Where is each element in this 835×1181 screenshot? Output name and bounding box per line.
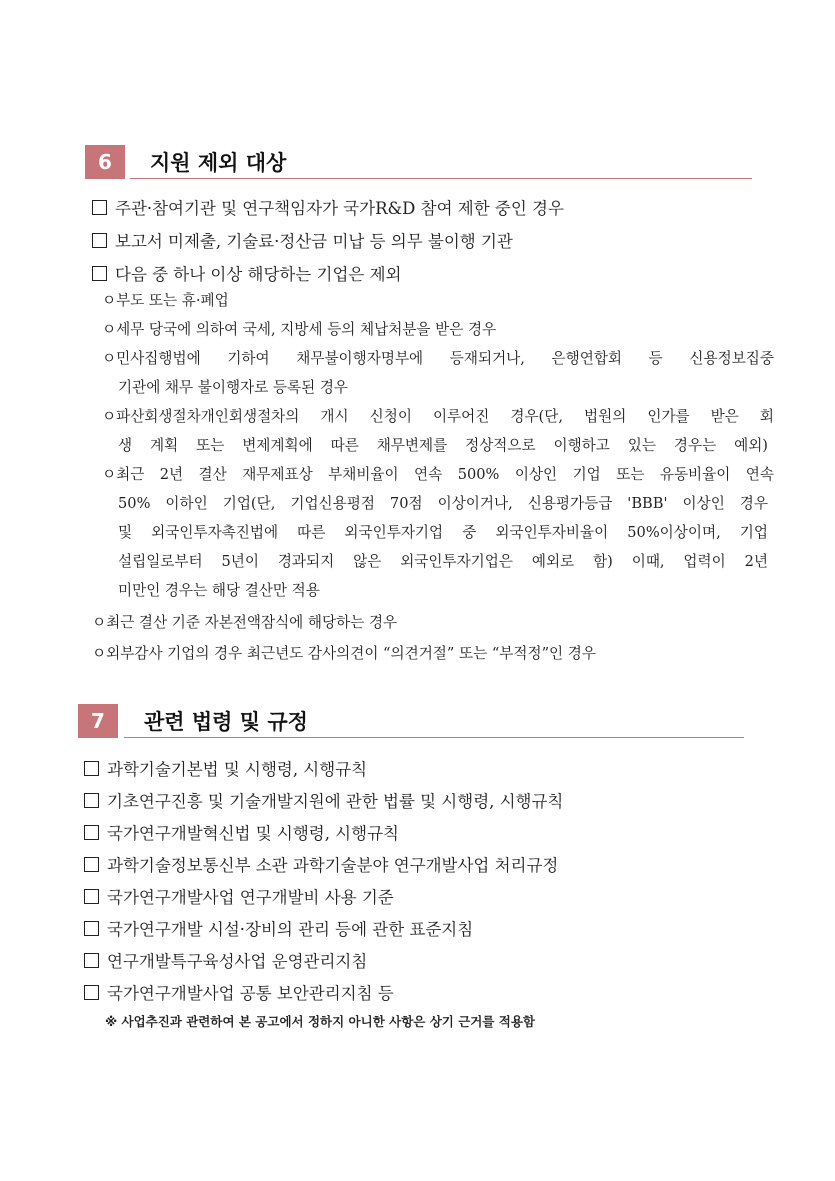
checkbox-icon	[84, 825, 99, 840]
checkbox-icon	[92, 266, 107, 281]
checkbox-icon	[92, 200, 107, 215]
sub-item-continued: 기관에 채무 불이행자로 등록된 경우	[118, 379, 349, 396]
footnote: ※ 사업추진과 관련하여 본 공고에서 정하지 아니한 사항은 상기 근거를 적용함	[105, 1014, 535, 1029]
sub-item-continued: 생 계획 또는 변제계획에 따른 채무변제를 정상적으로 이행하고 있는 경우는 예외)	[118, 437, 768, 454]
checkbox-icon	[84, 889, 99, 904]
regulation-item: 과학기술정보통신부 소관 과학기술분야 연구개발사업 처리규정	[84, 852, 558, 876]
checkbox-icon	[84, 985, 99, 1000]
sub-item-continued: 설립일로부터 5년이 경과되지 않은 외국인투자기업은 예외로 함) 이때, 업력이 2년	[118, 553, 768, 570]
section-number: 6	[85, 145, 125, 179]
section-title: 지원 제외 대상	[150, 151, 287, 175]
sub-item: ㅇ파산회생절차개인회생절차의 개시 신청이 이루어진 경우(단, 법원의 인가를 받은 회	[102, 408, 774, 425]
sub-item: ㅇ세무 당국에 의하여 국세, 지방세 등의 체납처분을 받은 경우	[102, 321, 497, 338]
regulation-item: 국가연구개발사업 연구개발비 사용 기준	[84, 884, 394, 908]
section-divider	[130, 178, 752, 179]
exclusion-item: 다음 중 하나 이상 해당하는 기업은 제외	[92, 261, 402, 285]
section-7-header	[0, 704, 835, 740]
checkbox-icon	[92, 233, 107, 248]
section-6-header	[0, 145, 835, 181]
checkbox-icon	[84, 793, 99, 808]
sub-item-continued: 미만인 경우는 해당 결산만 적용	[118, 582, 320, 599]
checkbox-icon	[84, 857, 99, 872]
sub-item-continued: 및 외국인투자촉진법에 따른 외국인투자기업 중 외국인투자비율이 50%이상이며, 기업	[118, 524, 768, 541]
sub-item: ㅇ부도 또는 휴·폐업	[102, 292, 229, 309]
checkbox-icon	[84, 921, 99, 936]
exclusion-item: 주관·참여기관 및 연구책임자가 국가R&D 참여 제한 중인 경우	[92, 195, 564, 219]
sub-item-continued: 50% 이하인 기업(단, 기업신용평점 70점 이상이거나, 신용평가등급 'BBB' 이상인 경우	[118, 495, 768, 512]
section-title: 관련 법령 및 규정	[144, 710, 308, 734]
sub-item: ㅇ외부감사 기업의 경우 최근년도 감사의견이 “의견거절” 또는 “부적정”인 경우	[92, 645, 596, 662]
section-number: 7	[78, 704, 118, 738]
sub-item: ㅇ민사집행법에 기하여 채무불이행자명부에 등재되거나, 은행연합회 등 신용정보집중	[102, 350, 774, 367]
exclusion-item: 보고서 미제출, 기술료·정산금 미납 등 의무 불이행 기관	[92, 228, 513, 252]
section-7	[0, 704, 835, 740]
regulation-item: 과학기술기본법 및 시행령, 시행규칙	[84, 756, 367, 780]
sub-item: ㅇ최근 2년 결산 재무제표상 부채비율이 연속 500% 이상인 기업 또는 유동비율이 연속	[102, 466, 774, 483]
regulation-item: 국가연구개발혁신법 및 시행령, 시행규칙	[84, 820, 399, 844]
regulation-item: 기초연구진흥 및 기술개발지원에 관한 법률 및 시행령, 시행규칙	[84, 788, 563, 812]
regulation-item: 국가연구개발 시설·장비의 관리 등에 관한 표준지침	[84, 916, 473, 940]
section-divider	[124, 737, 744, 738]
regulation-item: 연구개발특구육성사업 운영관리지침	[84, 948, 367, 972]
checkbox-icon	[84, 761, 99, 776]
sub-item: ㅇ최근 결산 기준 자본전액잠식에 해당하는 경우	[92, 614, 398, 631]
regulation-item: 국가연구개발사업 공통 보안관리지침 등	[84, 980, 394, 1004]
section-6	[0, 145, 835, 181]
checkbox-icon	[84, 953, 99, 968]
